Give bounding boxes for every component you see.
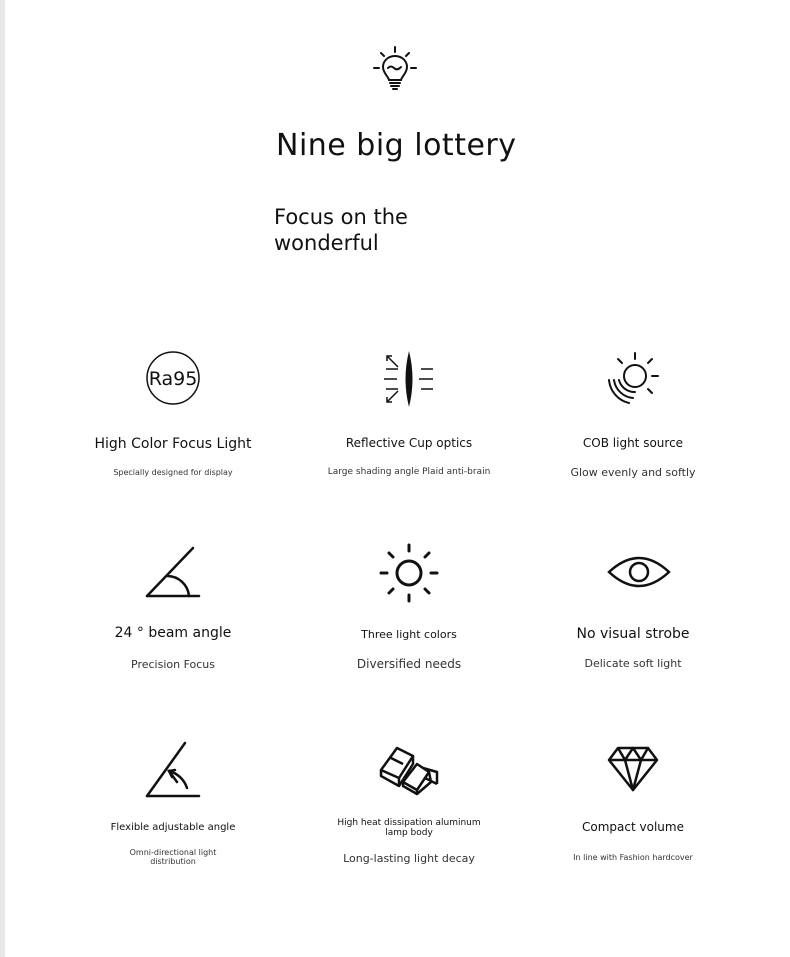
- ra95-badge-text: Ra95: [148, 368, 198, 390]
- feature-title: COB light source: [582, 436, 684, 450]
- feature-title: Compact volume: [582, 820, 684, 834]
- sun-icon: [379, 543, 439, 603]
- feature-subtitle: Delicate soft light: [584, 657, 682, 670]
- feature-subtitle: Large shading angle Plaid anti-brain: [327, 467, 491, 477]
- feature-card: [294, 742, 524, 882]
- feature-title: Flexible adjustable angle: [110, 822, 236, 833]
- feature-subtitle: Omni-directional light distribution: [129, 848, 217, 866]
- page-title: Nine big lottery: [276, 128, 517, 163]
- left-edge-border: [0, 0, 5, 957]
- cob-sun-icon: [605, 350, 661, 406]
- feature-title: Reflective Cup optics: [345, 436, 473, 450]
- page-subtitle: Focus on the wonderful: [274, 205, 408, 255]
- feature-card: [518, 550, 748, 690]
- beam-angle-icon: [143, 545, 203, 601]
- feature-subtitle: Diversified needs: [356, 657, 462, 671]
- feature-card: [518, 744, 748, 884]
- aluminum-bars-icon: [377, 742, 441, 796]
- feature-subtitle: Specially designed for display: [113, 468, 233, 477]
- feature-title: High Color Focus Light: [94, 436, 252, 452]
- feature-subtitle: Precision Focus: [131, 658, 215, 671]
- feature-card: [294, 348, 524, 488]
- feature-card: [294, 543, 524, 683]
- feature-title: Three light colors: [361, 628, 457, 641]
- feature-card: [58, 350, 288, 490]
- diamond-icon: [606, 744, 660, 794]
- feature-title: 24 ° beam angle: [114, 625, 232, 641]
- feature-title: No visual strobe: [576, 626, 690, 642]
- feature-subtitle: Glow evenly and softly: [570, 466, 696, 479]
- ra95-badge-icon: [145, 350, 201, 406]
- feature-title: High heat dissipation aluminum lamp body: [337, 818, 481, 838]
- feature-card: [518, 350, 748, 490]
- reflective-cup-icon: [381, 348, 437, 410]
- eye-icon: [606, 550, 672, 594]
- feature-card: [58, 545, 288, 685]
- lightbulb-icon: [372, 46, 418, 92]
- feature-subtitle: In line with Fashion hardcover: [573, 853, 693, 862]
- adjustable-angle-icon: [143, 740, 203, 800]
- feature-card: [58, 740, 288, 880]
- feature-subtitle: Long-lasting light decay: [343, 852, 475, 865]
